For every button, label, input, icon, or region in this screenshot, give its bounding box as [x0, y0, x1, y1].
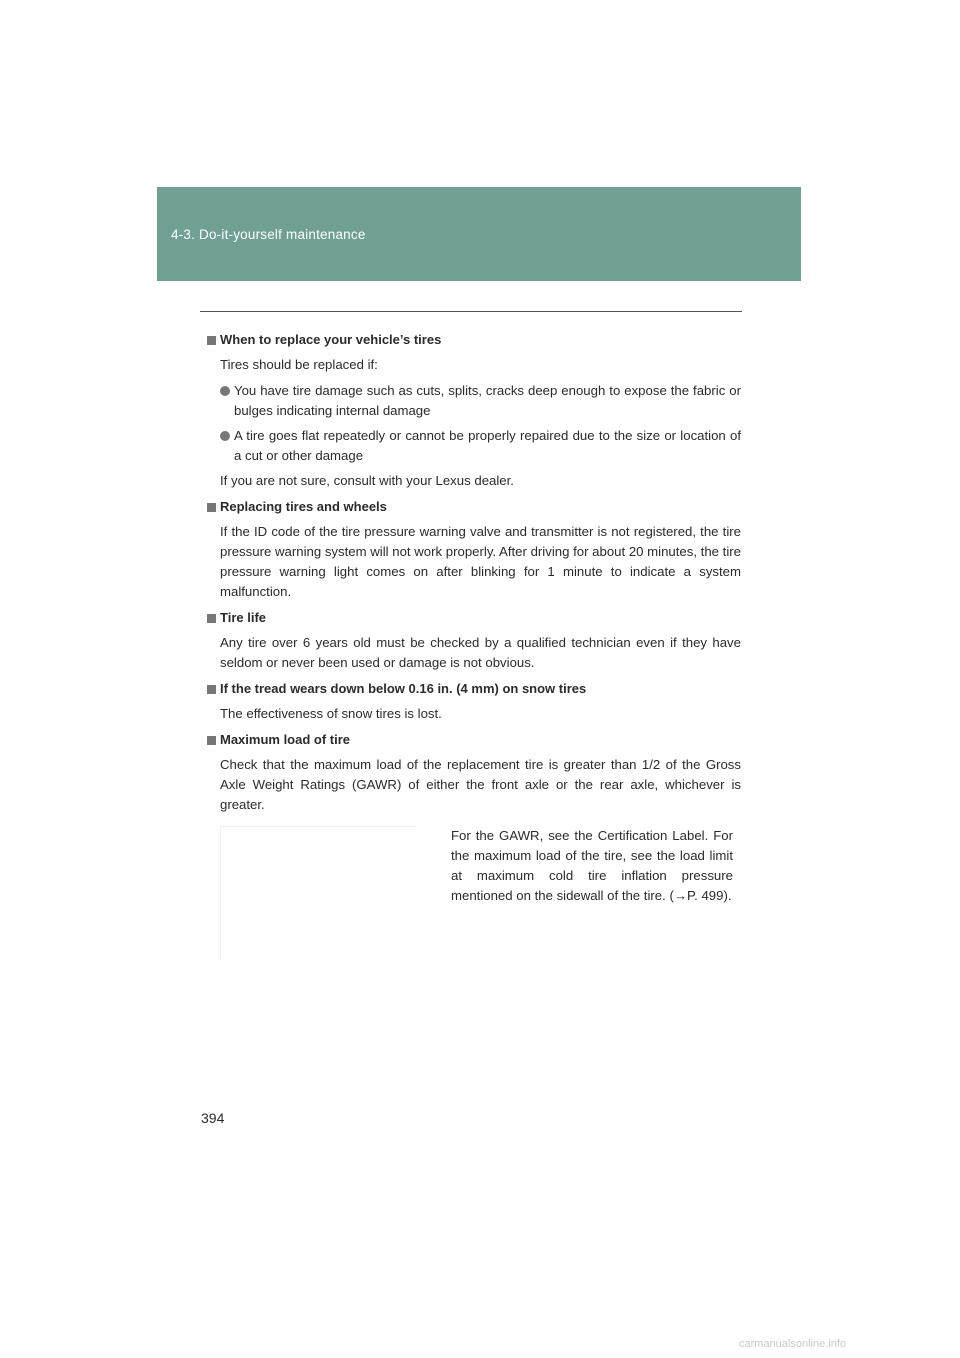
section-body: If the ID code of the tire pressure warning valve and transmitter is not registered, the tire pressure warning system will not work properly. After driving for about 20 minutes, the tire pressure warning light comes on after blinking for 1 minute to indicate a system malfunction.: [220, 524, 741, 599]
section-heading: [207, 608, 741, 628]
page-number: 394: [201, 1110, 225, 1126]
section-tire-life: [207, 608, 741, 673]
section-heading: [207, 730, 741, 750]
section-body: The effectiveness of snow tires is lost.: [220, 706, 442, 721]
chapter-title: 4-3. Do-it-yourself maintenance: [171, 227, 366, 242]
header-rule: [200, 311, 742, 312]
square-bullet-icon: [207, 503, 216, 512]
figure-caption: For the GAWR, see the Certification Label. For the maximum load of the tire, see the load limit at maximum cold tire inflation pressure mentioned on the sidewall of the tire. (→P. 499).: [451, 828, 733, 903]
figure-row: [220, 826, 740, 960]
section-heading-text: Tire life: [220, 610, 267, 625]
section-heading: [207, 497, 741, 517]
section-heading: [207, 679, 741, 699]
illustration-placeholder: [220, 826, 416, 961]
section-body: Check that the maximum load of the replacement tire is greater than 1/2 of the Gross Axle Weight Ratings (GAWR) of either the front axle or the rear axle, whichever is greater.: [220, 757, 741, 812]
section-intro: Tires should be replaced if:: [220, 357, 378, 372]
section-body: Any tire over 6 years old must be checked by a qualified technician even if they have seldom or never been used or damage is not obvious.: [220, 635, 741, 670]
list-item: [220, 381, 741, 421]
section-replacing-tires: [207, 497, 741, 602]
section-when-to-replace: [207, 330, 741, 491]
main-content: [207, 330, 741, 821]
section-heading-text: If the tread wears down below 0.16 in. (4 mm) on snow tires: [220, 681, 587, 696]
list-item-text: A tire goes flat repeatedly or cannot be properly repaired due to the size or location of a cut or other damage: [234, 428, 741, 463]
section-heading-text: Maximum load of tire: [220, 732, 351, 747]
circle-bullet-icon: [220, 386, 230, 396]
section-maximum-load: [207, 730, 741, 815]
square-bullet-icon: [207, 614, 216, 623]
square-bullet-icon: [207, 685, 216, 694]
square-bullet-icon: [207, 736, 216, 745]
list-item: [220, 426, 741, 466]
section-heading: [207, 330, 741, 350]
section-heading-text: When to replace your vehicle’s tires: [220, 332, 442, 347]
chapter-header: [157, 187, 801, 281]
section-outro: If you are not sure, consult with your Lexus dealer.: [220, 473, 514, 488]
square-bullet-icon: [207, 336, 216, 345]
watermark: carmanualsonline.info: [739, 1338, 847, 1350]
section-snow-tires: [207, 679, 741, 724]
list-item-text: You have tire damage such as cuts, splits, cracks deep enough to expose the fabric or bulges indicating internal damage: [234, 383, 741, 418]
section-heading-text: Replacing tires and wheels: [220, 499, 387, 514]
circle-bullet-icon: [220, 431, 230, 441]
